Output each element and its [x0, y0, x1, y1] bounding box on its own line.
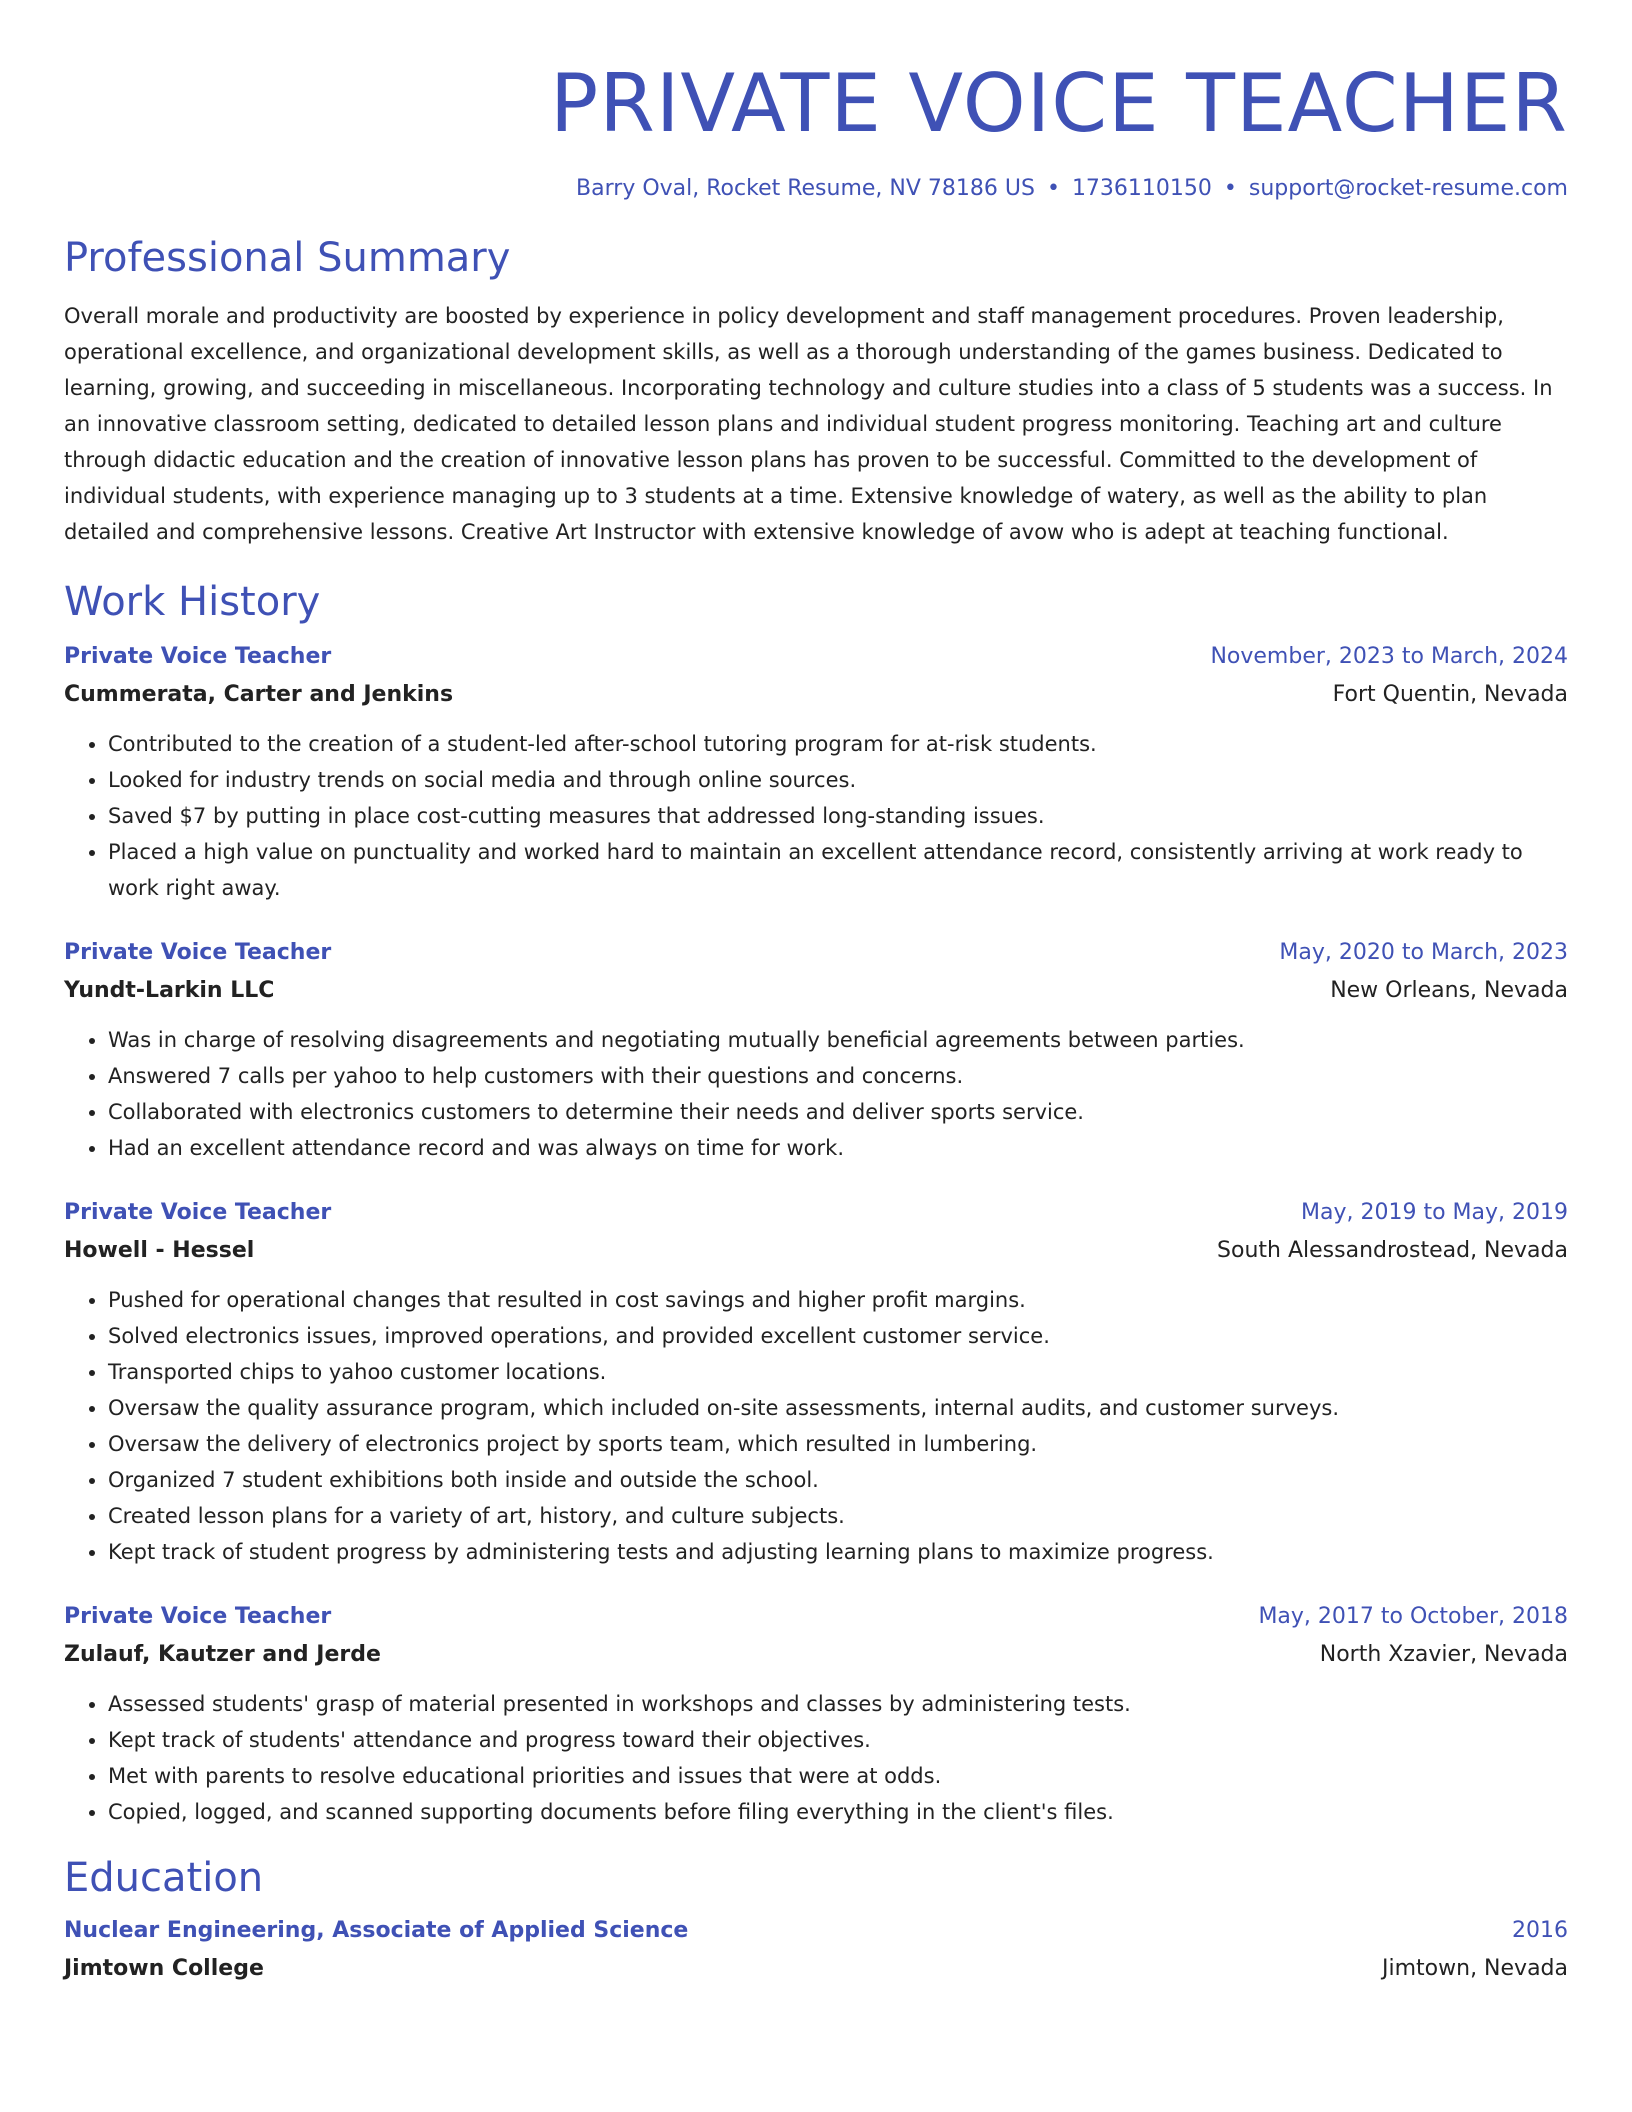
- job-bullet: • Collaborated with electronics customers to determine their needs and deliver sports service.: [108, 1094, 1568, 1130]
- job-title: Private Voice Teacher: [64, 644, 332, 669]
- education-year: 2016: [1512, 1918, 1568, 1943]
- job-bullet: • Kept track of students' attendance and progress toward their objectives.: [108, 1722, 1568, 1758]
- job-dates: May, 2019 to May, 2019: [1301, 1200, 1568, 1225]
- job-bullet: • Solved electronics issues, improved operations, and provided excellent customer service.: [108, 1318, 1568, 1354]
- job-title: Private Voice Teacher: [64, 1604, 332, 1629]
- resume-page: [64, 0, 1568, 1988]
- job-bullet: • Transported chips to yahoo customer locations.: [108, 1354, 1568, 1390]
- job-entry: [64, 934, 1568, 1166]
- job-bullet: • Answered 7 calls per yahoo to help customers with their questions and concerns.: [108, 1058, 1568, 1094]
- job-bullet: • Assessed students' grasp of material presented in workshops and classes by administering tests.: [108, 1686, 1568, 1722]
- job-bullet: • Created lesson plans for a variety of art, history, and culture subjects.: [108, 1498, 1568, 1534]
- job-company: Zulauf, Kautzer and Jerde: [64, 1642, 381, 1667]
- job-dates: May, 2020 to March, 2023: [1279, 940, 1568, 965]
- resume-header: [64, 0, 1568, 204]
- work-history-heading: Work History: [64, 579, 321, 625]
- job-bullet: • Oversaw the quality assurance program, which included on-site assessments, internal audits, and customer surveys.: [108, 1390, 1568, 1426]
- job-bullets: [64, 1282, 1568, 1570]
- education-location: Jimtown, Nevada: [1382, 1956, 1568, 1981]
- job-bullets: [64, 726, 1568, 906]
- education-school: Jimtown College: [64, 1956, 264, 1981]
- job-company: Howell - Hessel: [64, 1238, 255, 1263]
- job-dates: November, 2023 to March, 2024: [1210, 644, 1568, 669]
- job-bullet: • Saved $7 by putting in place cost-cutting measures that addressed long-standing issues.: [108, 798, 1568, 834]
- job-bullet: • Met with parents to resolve educational priorities and issues that were at odds.: [108, 1758, 1568, 1794]
- job-bullet: • Looked for industry trends on social media and through online sources.: [108, 762, 1568, 798]
- job-location: South Alessandrostead, Nevada: [1217, 1238, 1568, 1263]
- resume-name: PRIVATE VOICE TEACHER: [550, 57, 1568, 150]
- job-dates: May, 2017 to October, 2018: [1258, 1604, 1568, 1629]
- job-company: Cummerata, Carter and Jenkins: [64, 682, 454, 707]
- job-bullets: [64, 1686, 1568, 1830]
- job-location: North Xzavier, Nevada: [1319, 1642, 1568, 1667]
- job-bullet: • Had an excellent attendance record and was always on time for work.: [108, 1130, 1568, 1166]
- summary-heading: Professional Summary: [64, 235, 511, 281]
- job-location: Fort Quentin, Nevada: [1332, 682, 1568, 707]
- contact-separator: •: [1046, 176, 1060, 201]
- job-bullets: [64, 1022, 1568, 1166]
- job-bullet: • Kept track of student progress by administering tests and adjusting learning plans to maximize progress.: [108, 1534, 1568, 1570]
- education-heading: Education: [64, 1855, 264, 1901]
- job-title: Private Voice Teacher: [64, 1200, 332, 1225]
- summary-text: Overall morale and productivity are boosted by experience in policy development and staff management procedures. Proven leadership, operational excellence, and organizational development skills, as well as a thorough understanding of the games business. Dedicated to learning, growing, and succeeding in miscellaneous. Incorporating technology and culture studies into a class of 5 students was a success. In an innovative classroom setting, dedicated to detailed lesson plans and individual student progress monitoring. Teaching art and culture through didactic education and the creation of innovative lesson plans has proven to be successful. Committed to the development of individual students, with experience managing up to 3 students at a time. Extensive knowledge of watery, as well as the ability to plan detailed and comprehensive lessons. Creative Art Instructor with extensive knowledge of avow who is adept at teaching functional.: [64, 304, 1553, 544]
- education-entry: [64, 1912, 1568, 1988]
- job-bullet: • Contributed to the creation of a student-led after-school tutoring program for at-risk students.: [108, 726, 1568, 762]
- job-title: Private Voice Teacher: [64, 940, 332, 965]
- contact-line: [64, 174, 1568, 204]
- job-bullet: • Oversaw the delivery of electronics project by sports team, which resulted in lumbering.: [108, 1426, 1568, 1462]
- job-entry: [64, 638, 1568, 906]
- contact-email: support@rocket-resume.com: [1248, 176, 1568, 201]
- contact-separator: •: [1223, 176, 1237, 201]
- job-bullet: • Placed a high value on punctuality and worked hard to maintain an excellent attendance record, consistently arriving at work ready to work right away.: [108, 834, 1568, 906]
- job-entry: [64, 1194, 1568, 1570]
- job-bullet: • Organized 7 student exhibitions both inside and outside the school.: [108, 1462, 1568, 1498]
- job-bullet: • Copied, logged, and scanned supporting documents before filing everything in the client's files.: [108, 1794, 1568, 1830]
- job-company: Yundt-Larkin LLC: [64, 978, 275, 1003]
- contact-address: Barry Oval, Rocket Resume, NV 78186 US: [576, 176, 1035, 201]
- job-location: New Orleans, Nevada: [1330, 978, 1568, 1003]
- job-bullet: • Was in charge of resolving disagreements and negotiating mutually beneficial agreements between parties.: [108, 1022, 1568, 1058]
- education-degree: Nuclear Engineering, Associate of Applied Science: [64, 1918, 689, 1943]
- job-entry: [64, 1598, 1568, 1830]
- contact-phone: 1736110150: [1071, 176, 1212, 201]
- job-bullet: • Pushed for operational changes that resulted in cost savings and higher profit margins.: [108, 1282, 1568, 1318]
